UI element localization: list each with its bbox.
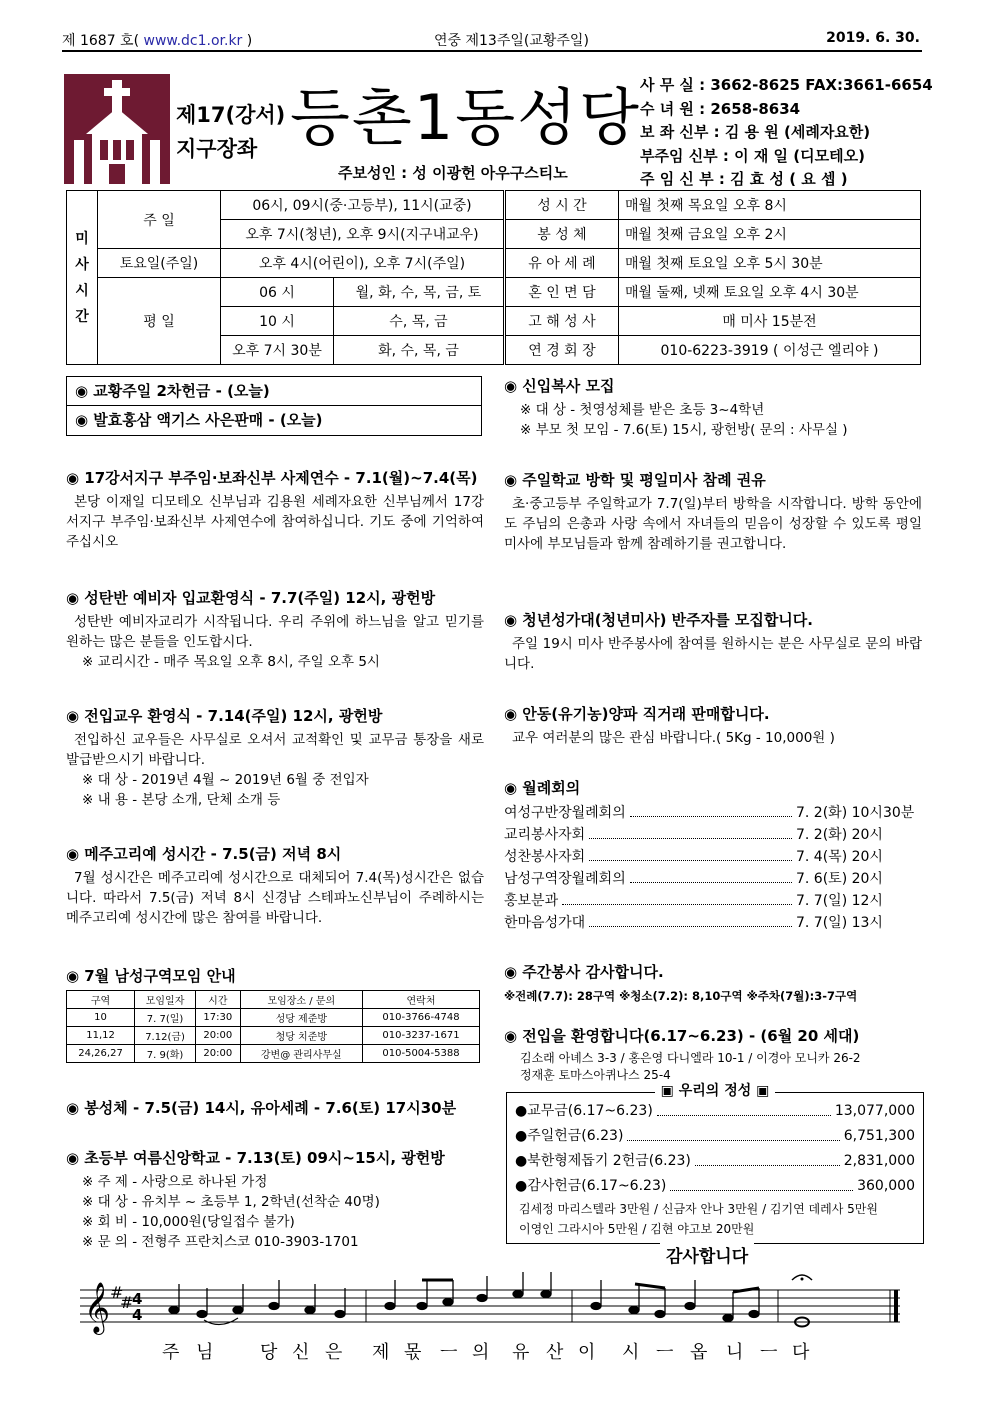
issue-header bbox=[62, 30, 922, 50]
music-staff bbox=[70, 1272, 920, 1338]
slur bbox=[204, 1318, 238, 1325]
list-item: ●감사헌금(6.17~6.23) 360,000 bbox=[507, 1174, 923, 1199]
notice-youth-choir: ◉ 청년성가대(청년미사) 반주자를 모집합니다. 주일 19시 미사 반주봉사에 참여를 원하시는 분은 사무실로 문의 바랍니다. bbox=[504, 611, 922, 672]
notice-weekly-service: ◉ 주간봉사 감사합니다. ※전례(7.7): 28구역 ※청소(7.2): 8,10구역 ※주차(7월):3-7구역 bbox=[504, 963, 858, 1003]
mass-schedule-table: 미 사 시 간 주 일 06시, 09시(중·고등부), 11시(교중) 성 시 간 매월 첫째 목요일 오후 8시 오후 7시(청년), 오후 9시(지구내교우) 봉 성 체 매월 첫째 금요일 오후 2시 토요일(주일) 오후 4시(어린이), 오후 7시(주일) 유 아 세 례 매월 첫째 토요일 오후 5시 30분 평 일 06 시 월, 화, 수, 목, 금, 토 혼 인 면 담 매월 둘째, 넷째 토요일 오후 4시 30분 10 시 수, 목, 금 고 해 성 사 매 미사 15분전 오후 7시 30분 화, 수, 목, 금 연 경 회 장 010-6223-3919 ( 이성근 엘리야 ) bbox=[66, 190, 921, 365]
patron-saint: 주보성인 : 성 이광헌 아우구스티노 bbox=[338, 164, 568, 182]
list-item: 교리봉사자회 7. 2(화) 20시 bbox=[504, 824, 922, 846]
issue-number: 제 1687 호( www.dc1.or.kr ) bbox=[62, 33, 253, 49]
sharp-icon: # bbox=[110, 1283, 124, 1302]
church-name: 등촌1동성당 bbox=[290, 81, 641, 154]
offering-box: ▣ 우리의 정성 ▣ ●교무금(6.17~6.23) 13,077,000 ●주일헌금(6.23) 6,751,300 ●북한형제돕기 2헌금(6.23) 2,831,000 ●감사헌금(6.17~6.23) 360,000 김세정 마리스텔라 3만원 / 신금자 안나 3만원 / 김기연 데레사 5만원 이영인 그라시아 5만원 / 김현 야고보 20만원 bbox=[506, 1092, 924, 1244]
list-item: ●북한형제돕기 2헌금(6.23) 2,831,000 bbox=[507, 1149, 923, 1174]
issue-date: 2019. 6. 30. bbox=[826, 30, 920, 46]
list-item: ●주일헌금(6.23) 6,751,300 bbox=[507, 1124, 923, 1149]
list-item: 남성구역장월례회의 7. 6(토) 20시 bbox=[504, 868, 922, 890]
notice-newcomer-welcome: ◉ 전입교우 환영식 - 7.14(주일) 12시, 광헌방 전입하신 교우들은 사무실로 오셔서 교적확인 및 교무금 통장을 새로 발급받으시기 바랍니다. ※ 대 상 - 2019년 4월 ~ 2019년 6월 중 전입자 ※ 내 용 - 본당 소개, 단체 소개 등 bbox=[66, 707, 484, 808]
church-logo-icon bbox=[64, 74, 170, 190]
saturday-label: 토요일(주일) bbox=[98, 249, 221, 278]
notice-new-households: ◉ 전입을 환영합니다(6.17~6.23) - (6월 20 세대) 김소래 아녜스 3-3 / 홍은영 다니엘라 10-1 / 이경아 모니카 26-2 정재훈 토마스아퀴나스 25-4 bbox=[504, 1027, 861, 1082]
notice-onion-sale: ◉ 안동(유기농)양파 직거래 판매합니다. 교우 여러분의 많은 관심 바랍니다.( 5Kg - 10,000원 ) bbox=[504, 705, 835, 746]
district-title: 제17(강서) 지구장좌 bbox=[176, 103, 286, 161]
mens-group-table: 구역 모임일자 시간 모임장소 / 문의 연락처 10 7. 7(일) 17:30 성당 제준방 010-3766-4748 11,12 7.12(금) 20:00 청당 치준방 010-3237-1671 24,26,27 7. 9(화) 20:00 강변@ 관리사무실 010-5004-5388 bbox=[66, 990, 480, 1063]
sharp-icon: # bbox=[120, 1293, 134, 1312]
notice-summer-school: ◉ 초등부 여름신앙학교 - 7.13(토) 09시~15시, 광헌방 ※ 주 제 - 사랑으로 하나된 가정 ※ 대 상 - 유치부 ~ 초등부 1, 2학년(선착순 40명) ※ 회 비 - 10,000원(당일접수 불가) ※ 문 의 - 전형주 프란치스코 010-3903-1701 bbox=[66, 1149, 445, 1250]
contact-info: 사 무 실 : 3662-8625 FAX:3661-6654 수 녀 원 : 2658-8634 보 좌 신부 : 김 용 원 (세례자요한) 부주임 신부 : 이 재 일 (디모테오) 주 임 신 부 : 김 효 성 ( 요 셉 ) bbox=[640, 76, 933, 188]
list-item: ●교무금(6.17~6.23) 13,077,000 bbox=[507, 1099, 923, 1124]
table-row: 11,12 7.12(금) 20:00 청당 치준방 010-3237-1671 bbox=[67, 1027, 480, 1045]
notice-monthly-meetings: ◉ 월례회의 여성구반장월례회의 7. 2(화) 10시30분 교리봉사자회 7. 2(화) 20시 성찬봉사자회 7. 4(목) 20시 남성구역장월례회의 7. 6(토) 20시 홍보분과 7. 7(일) 12시 한마음성가대 7. 7(일) 13시 bbox=[504, 776, 922, 934]
notice-communion-baptism: ◉ 봉성체 - 7.5(금) 14시, 유아세례 - 7.6(토) 17시30분 bbox=[66, 1099, 457, 1117]
list-item: 한마음성가대 7. 7(일) 13시 bbox=[504, 912, 922, 934]
notice-priest-training: ◉ 17강서지구 부주임·보좌신부 사제연수 - 7.1(월)~7.4(목) 본당 이재일 디모테오 신부님과 김용원 세례자요한 신부님께서 17강서지구 부주임·보좌신부 사제연수에 참여하십니다. 기도 중에 기억하여 주십시오 bbox=[66, 469, 484, 550]
notice-catechumen-welcome: ◉ 성탄반 예비자 입교환영식 - 7.7(주일) 12시, 광헌방 성탄반 예비자교리가 시작됩니다. 우리 주위에 하느님을 알고 믿기를 원하는 많은 분들을 인도합시다. ※ 교리시간 - 매주 목요일 오후 8시, 주일 오후 5시 bbox=[66, 589, 484, 670]
treble-clef-icon: 𝄞 bbox=[84, 1282, 111, 1333]
liturgical-sunday: 연중 제13주일(교황주일) bbox=[434, 33, 589, 49]
notice-sunday-school-break: ◉ 주일학교 방학 및 평일미사 참례 권유 초·중고등부 주일학교가 7.7(일)부터 방학을 시작합니다. 방학 동안에도 주님의 은총과 사랑 속에서 자녀들의 믿음이 성장할 수 있도록 평일미사에 부모님들과 함께 참례하기를 권고합니다. bbox=[504, 471, 922, 552]
header-divider bbox=[62, 50, 922, 52]
time-signature: 4 bbox=[132, 1290, 143, 1308]
notice-medjugorje-holy-hour: ◉ 메주고리예 성시간 - 7.5(금) 저녁 8시 7월 성시간은 메주고리예 성시간으로 대체되어 7.4(목)성시간은 없습니다. 따라서 7.5(금) 저녁 8시 신경남 스테파노신부님이 주례하시는 메주고리예 성시간에 많은 참여를 바랍니다. bbox=[66, 845, 484, 926]
weekday-label: 평 일 bbox=[98, 278, 221, 365]
offering-title: ▣ 우리의 정성 ▣ bbox=[507, 1080, 923, 1100]
website-link[interactable]: www.dc1.or.kr bbox=[143, 33, 243, 49]
list-item: 여성구반장월례회의 7. 2(화) 10시30분 bbox=[504, 802, 922, 824]
notice-mens-group: ◉ 7월 남성구역모임 안내 bbox=[66, 967, 236, 985]
table-row: 10 7. 7(일) 17:30 성당 제준방 010-3766-4748 bbox=[67, 1009, 480, 1027]
highlight-notices: ◉ 교황주일 2차헌금 - (오늘) ◉ 발효홍삼 액기스 사은판매 - (오늘) bbox=[66, 376, 482, 436]
time-signature: 4 bbox=[132, 1306, 143, 1324]
list-item: 홍보분과 7. 7(일) 12시 bbox=[504, 890, 922, 912]
mass-time-label: 미 사 시 간 bbox=[67, 191, 98, 365]
sunday-label: 주 일 bbox=[98, 191, 221, 249]
table-row: 24,26,27 7. 9(화) 20:00 강변@ 관리사무실 010-5004-5388 bbox=[67, 1045, 480, 1063]
list-item: 성찬봉사자회 7. 4(목) 20시 bbox=[504, 846, 922, 868]
notice-altar-servers: ◉ 신입복사 모집 ※ 대 상 - 첫영성체를 받은 초등 3~4학년 ※ 부모 첫 모임 - 7.6(토) 15시, 광헌방( 문의 : 사무실 ) bbox=[504, 377, 848, 438]
thanks-label: 감사합니다 bbox=[660, 1242, 754, 1267]
